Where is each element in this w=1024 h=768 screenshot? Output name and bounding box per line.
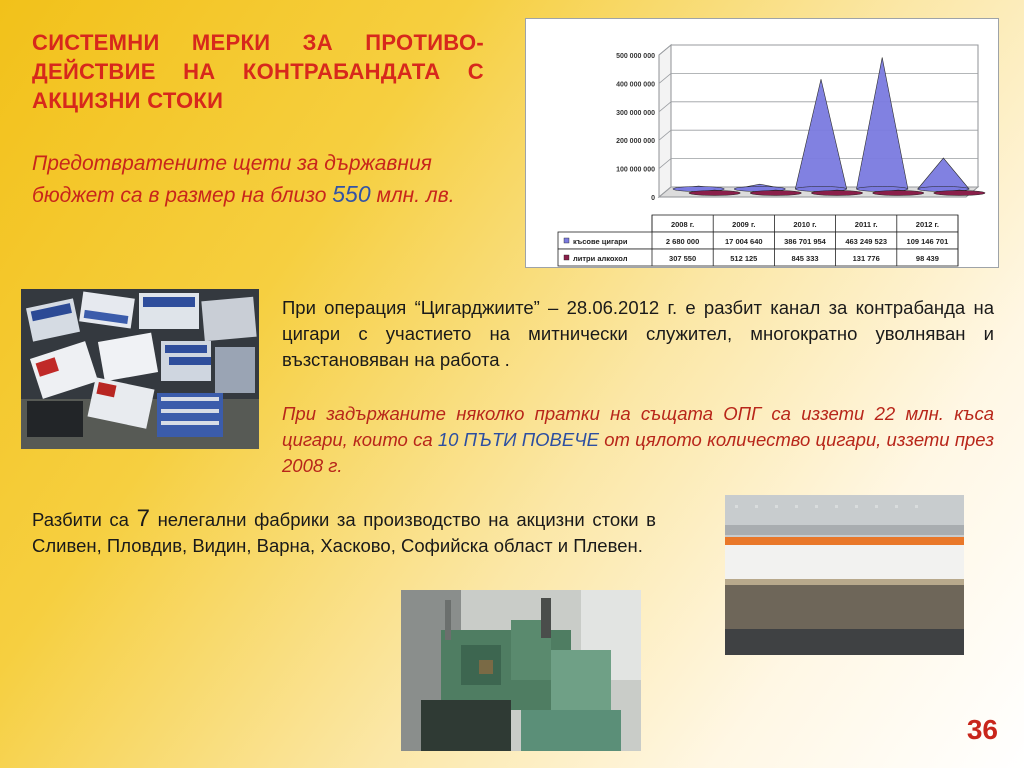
- operation-paragraph: При операция “Цигарджиите” – 28.06.2012 г. е разбит канал за контрабанда на цигари с участието на митнически служител, многократно уволняван и възстановяван на работа .: [282, 297, 994, 370]
- chart-y-tick-label: 200 000 000: [616, 138, 655, 146]
- damages-unit: млн. лв.: [370, 184, 455, 207]
- factories-count: 7: [136, 505, 150, 532]
- chart-peak-base: [934, 191, 985, 196]
- chart-data-label: 17 004 640: [725, 237, 763, 246]
- cigarette-cartons-photo: [21, 289, 259, 449]
- chart-peak-base: [689, 191, 740, 196]
- chart-data-label: 512 125: [730, 254, 758, 263]
- chart-y-tick-label: 300 000 000: [616, 109, 655, 117]
- chart-category-label: 2011 г.: [854, 220, 878, 229]
- chart-data-label: 131 776: [852, 254, 880, 263]
- factories-text-end: нелегални фабрики за производство на акцизни стоки в Сливен, Пловдив, Видин, Варна, Хасково, Софийска област и Плевен.: [32, 509, 657, 556]
- chart-peak-base: [811, 191, 862, 196]
- factories-text: Разбити са: [32, 509, 137, 530]
- chart-category-label: 2008 г.: [670, 220, 695, 229]
- chart-data-label: 463 249 523: [845, 237, 888, 246]
- chart-legend-label: литри алкохол: [573, 254, 628, 263]
- chart-data-label: 307 550: [669, 254, 697, 263]
- chart-y-tick-label: 100 000 000: [616, 166, 655, 174]
- slide-title: СИСТЕМНИ МЕРКИ ЗА ПРОТИВО-ДЕЙСТВИЕ НА КОНТРАБАНДАТА С АКЦИЗНИ СТОКИ: [32, 30, 484, 113]
- chart-peak-base: [872, 191, 923, 196]
- chart-legend-swatch: [564, 238, 569, 243]
- chart-data-label: 386 701 954: [784, 237, 826, 246]
- cigarette-production-photo: [725, 495, 964, 655]
- damages-amount: 550: [332, 181, 371, 207]
- chart-side-wall: [659, 45, 671, 197]
- chart-y-tick-label: 0: [651, 195, 655, 202]
- chart-category-label: 2010 г.: [793, 220, 817, 229]
- seizures-chart-svg: [526, 19, 998, 267]
- seizures-chart: [525, 18, 999, 268]
- chart-data-label: 98 439: [915, 254, 939, 263]
- chart-category-label: 2009 г.: [732, 220, 756, 229]
- damages-lead: [32, 148, 472, 211]
- seizure-highlight: 10 ПЪТИ ПОВЕЧЕ: [437, 429, 599, 450]
- chart-data-label: 2 680 000: [665, 237, 700, 246]
- seizure-text: При задържаните няколко пратки на същата ОПГ са иззети 22 млн. къса цигари, които са: [282, 403, 994, 450]
- factory-machine-photo: [401, 590, 641, 751]
- chart-y-tick-label: 500 000 000: [616, 53, 655, 60]
- chart-peak-base: [750, 191, 801, 196]
- chart-data-label: 845 333: [791, 254, 819, 263]
- factories-paragraph: [32, 506, 656, 559]
- chart-legend-swatch: [564, 255, 569, 260]
- damages-text: Предотвратените щети за държавния бюджет са в размер на близо: [32, 152, 432, 207]
- chart-data-label: 109 146 701: [906, 237, 949, 246]
- chart-legend-label: късове цигари: [573, 237, 628, 246]
- seizure-paragraph: [282, 401, 994, 479]
- page-number: 36: [966, 714, 998, 745]
- chart-y-tick-label: 400 000 000: [616, 81, 655, 89]
- seizure-text-end: от цялото количество цигари, иззети през 2008 г.: [282, 429, 994, 476]
- chart-category-label: 2012 г.: [915, 220, 940, 229]
